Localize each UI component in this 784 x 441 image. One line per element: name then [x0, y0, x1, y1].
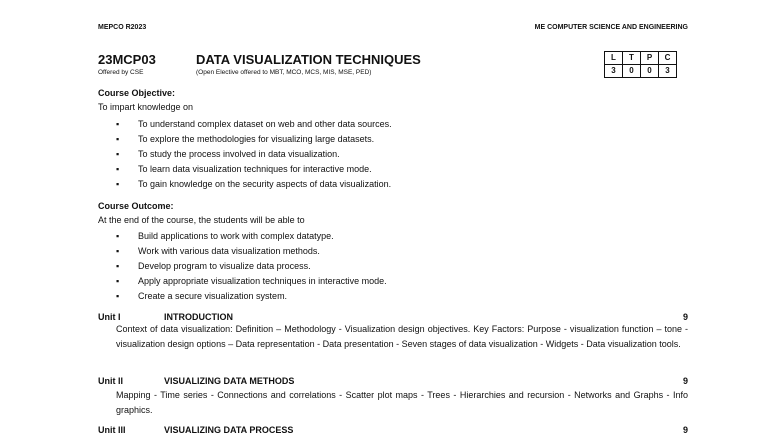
outcome-list — [98, 229, 387, 304]
ltpc-header-t: T — [623, 52, 641, 65]
unit-3-hours: 9 — [682, 425, 688, 435]
unit-3-label: Unit III — [98, 425, 126, 435]
unit-3-title: VISUALIZING DATA PROCESS — [164, 425, 294, 435]
list-item: ▪ To gain knowledge on the security aspects of data visualization. — [98, 177, 392, 192]
objective-intro: To impart knowledge on — [98, 102, 194, 112]
ltpc-header-c: C — [659, 52, 677, 65]
ltpc-header-l: L — [605, 52, 623, 65]
ltpc-header-row — [605, 52, 677, 65]
ltpc-value-p: 0 — [641, 65, 659, 78]
objective-list — [98, 117, 392, 192]
ltpc-value-c: 3 — [659, 65, 677, 78]
unit-2-label: Unit II — [98, 376, 123, 386]
unit-1-label: Unit I — [98, 312, 121, 322]
ltpc-header-p: P — [641, 52, 659, 65]
outcome-heading: Course Outcome: — [98, 201, 174, 211]
unit-2-content: Mapping - Time series - Connections and correlations - Scatter plot maps - Trees - Hierarchies and recursion - Networks and Graphs - Info graphics. — [116, 390, 688, 415]
header-left: MEPCO R2023 — [98, 24, 147, 31]
header-right: ME COMPUTER SCIENCE AND ENGINEERING — [534, 24, 688, 31]
outcome-intro: At the end of the course, the students will be able to — [98, 215, 305, 225]
course-title: DATA VISUALIZATION TECHNIQUES — [196, 52, 421, 67]
ltpc-table — [604, 51, 677, 78]
unit-2-title: VISUALIZING DATA METHODS — [164, 376, 295, 386]
list-item: ▪ Build applications to work with complex datatype. — [98, 229, 387, 244]
course-code: 23MCP03 — [98, 52, 156, 67]
ltpc-value-l: 3 — [605, 65, 623, 78]
list-item: ▪ Develop program to visualize data process. — [98, 259, 387, 274]
list-item: ▪ Apply appropriate visualization techniques in interactive mode. — [98, 274, 387, 289]
list-item: ▪ Work with various data visualization methods. — [98, 244, 387, 259]
unit-1-title: INTRODUCTION — [164, 312, 233, 322]
list-item: ▪ To understand complex dataset on web and other data sources. — [98, 117, 392, 132]
list-item: ▪ Create a secure visualization system. — [98, 289, 387, 304]
list-item: ▪ To learn data visualization techniques for interactive mode. — [98, 162, 392, 177]
ltpc-value-t: 0 — [623, 65, 641, 78]
ltpc-value-row — [605, 65, 677, 78]
list-item: ▪ To study the process involved in data visualization. — [98, 147, 392, 162]
unit-2-hours: 9 — [682, 376, 688, 386]
unit-1-hours: 9 — [682, 312, 688, 322]
offered-by: Offered by CSE — [98, 69, 144, 76]
list-item: ▪ To explore the methodologies for visualizing large datasets. — [98, 132, 392, 147]
unit-1-content: Context of data visualization: Definition – Methodology - Visualization design objectives. Key Factors: Purpose - visualization function – tone - visualization design options – Data representation - Data presentation - Seven stages of data visualization - Widgets - Data visualization tools. — [116, 324, 688, 349]
objective-heading: Course Objective: — [98, 88, 176, 98]
elective-note: (Open Elective offered to MBT, MCO, MCS, MIS, MSE, PED) — [196, 69, 372, 76]
